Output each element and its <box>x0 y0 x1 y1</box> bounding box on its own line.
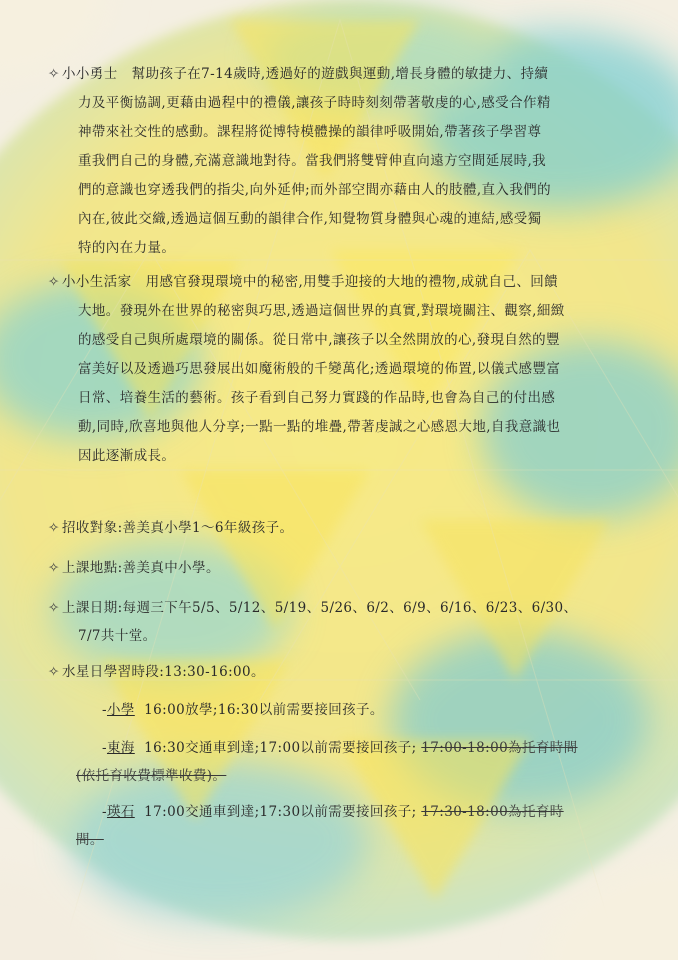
four-point-star-icon: ✧ <box>48 66 60 82</box>
pickup-item-yingshi <box>102 798 642 826</box>
pickup-place: 東海 <box>106 740 135 756</box>
pickup-item-donghai-cont <box>76 762 616 790</box>
pickup-text: 17:00交通車到達;17:30以前需要接回孩子; <box>144 804 417 820</box>
info-time-slot <box>48 658 638 686</box>
pickup-item-yingshi-cont <box>76 826 616 854</box>
four-point-star-icon: ✧ <box>48 274 60 290</box>
pickup-prefix: - <box>102 804 107 820</box>
section-line: 特的內在力量。 <box>78 240 176 256</box>
four-point-star-icon: ✧ <box>48 520 60 536</box>
section-line: 們的意識也穿透我們的指尖,向外延伸;而外部空間亦藉由人的肢體,直入我們的 <box>78 182 552 198</box>
section-line: 力及平衡協調,更藉由過程中的禮儀,讓孩子時時刻刻帶著敬虔的心,感受合作精 <box>78 95 551 111</box>
pickup-prefix: - <box>102 702 107 718</box>
section-little-life-maker <box>48 268 638 471</box>
pickup-struck-text: 17:30-18:00為托育時 <box>421 804 564 820</box>
section-line: 神帶來社交性的感動。課程將從博特模體操的韻律呼吸開始,帶著孩子學習尊 <box>78 124 542 140</box>
section-lead: 用感官發現環境中的秘密,用雙手迎接的大地的禮物,成就自己、回饋 <box>145 274 559 290</box>
section-title: 小小生活家 <box>62 274 132 290</box>
pickup-item-donghai <box>102 734 642 762</box>
pickup-struck-text: 17:00-18:00為托育時間 <box>421 740 578 756</box>
section-line: 富美好以及透過巧思發展出如魔術般的千變萬化;透過環境的佈置,以儀式感豐富 <box>78 361 561 377</box>
info-time-slot-text: 水星日學習時段:13:30-16:00。 <box>62 664 265 680</box>
info-location <box>48 554 638 582</box>
section-title: 小小勇士 <box>62 66 118 82</box>
section-line: 內在,彼此交織,透過這個互動的韻律合作,知覺物質身體與心魂的連結,感受獨 <box>78 211 542 227</box>
four-point-star-icon: ✧ <box>48 664 60 680</box>
pickup-place: 瑛石 <box>106 804 135 820</box>
pickup-struck-text-cont: (依托育收費標準收費)。 <box>76 768 227 784</box>
info-dates <box>48 594 638 650</box>
section-line: 因此逐漸成長。 <box>78 448 176 464</box>
info-enroll-text: 招收對象:善美真小學1～6年級孩子。 <box>62 520 294 536</box>
section-little-warrior <box>48 60 638 263</box>
section-lead: 幫助孩子在7-14歲時,透過好的遊戲與運動,增長身體的敏捷力、持續 <box>131 66 549 82</box>
info-dates-text-cont: 7/7共十堂。 <box>78 628 157 644</box>
section-line: 大地。發現外在世界的秘密與巧思,透過這個世界的真實,對環境關注、觀察,細緻 <box>78 303 565 319</box>
section-line: 的感受自己與所處環境的關係。從日常中,讓孩子以全然開放的心,發現自然的豐 <box>78 332 560 348</box>
pickup-struck-text-cont: 間。 <box>76 832 104 848</box>
four-point-star-icon: ✧ <box>48 560 60 576</box>
section-first-line <box>48 268 638 297</box>
info-location-text: 上課地點:善美真中小學。 <box>62 560 220 576</box>
pickup-text: 16:30交通車到達;17:00以前需要接回孩子; <box>144 740 417 756</box>
section-line: 動,同時,欣喜地與他人分享;一點一點的堆疊,帶著虔誠之心感恩大地,自我意識也 <box>78 419 561 435</box>
pickup-text: 16:00放學;16:30以前需要接回孩子。 <box>144 702 384 718</box>
section-line: 日常、培養生活的藝術。孩子看到自己努力實踐的作品時,也會為自己的付出感 <box>78 390 556 406</box>
info-dates-text: 上課日期:每週三下午5/5、5/12、5/19、5/26、6/2、6/9、6/16、6/23、6/30、 <box>62 600 578 616</box>
pickup-item-school <box>102 696 642 724</box>
info-enroll <box>48 514 638 542</box>
section-first-line <box>48 60 638 89</box>
four-point-star-icon: ✧ <box>48 600 60 616</box>
section-line: 重我們自己的身體,充滿意識地對待。當我們將雙臂伸直向遠方空間延展時,我 <box>78 153 547 169</box>
pickup-place: 小學 <box>106 702 135 718</box>
pickup-prefix: - <box>102 740 107 756</box>
